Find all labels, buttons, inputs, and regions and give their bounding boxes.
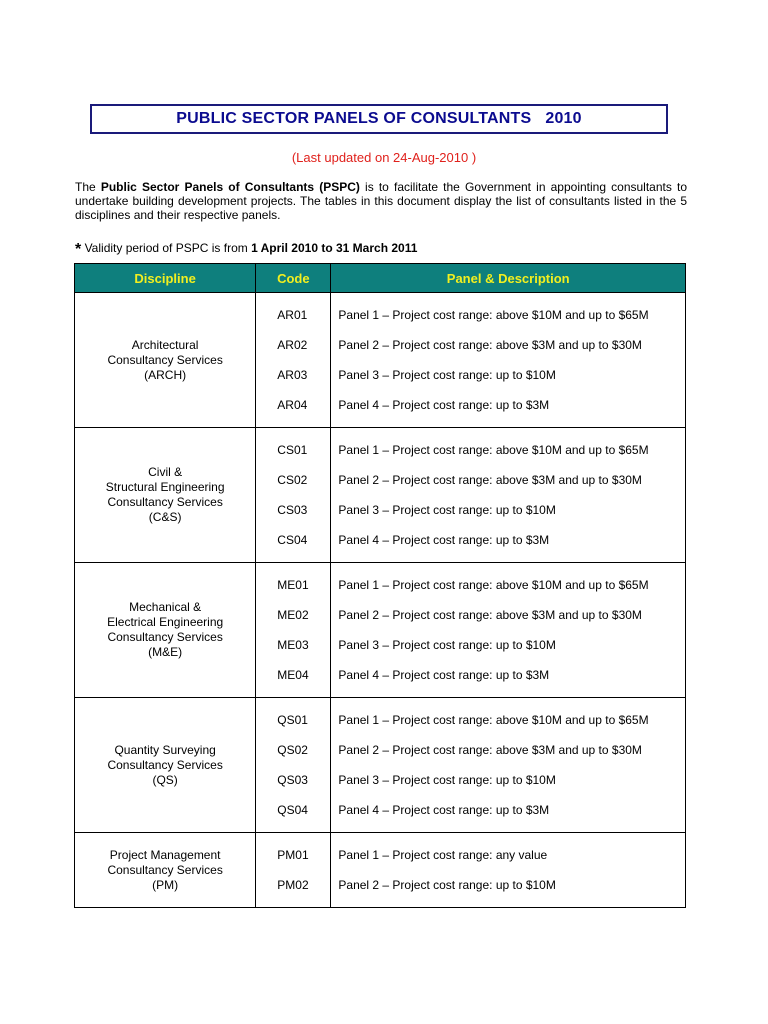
panel-list — [331, 563, 685, 697]
table-row — [75, 293, 686, 428]
panels-table — [74, 263, 686, 908]
intro-bold: Public Sector Panels of Consultants (PSPC) — [100, 180, 360, 194]
panel-code: AR02 — [277, 338, 308, 352]
validity-prefix: Validity period of PSPC is from — [81, 241, 252, 255]
discipline-cell — [75, 293, 256, 428]
panel-description: Panel 1 – Project cost range: any value — [338, 848, 548, 862]
panel-description: Panel 3 – Project cost range: up to $10M — [338, 773, 556, 787]
panel-cell — [331, 563, 686, 698]
panel-code: AR04 — [277, 398, 308, 412]
code-list — [256, 563, 330, 697]
panel-list — [331, 833, 685, 907]
header-code: Code — [256, 264, 331, 293]
panel-description: Panel 1 – Project cost range: above $10M and up to $65M — [338, 308, 649, 322]
discipline-line: Electrical Engineering — [107, 615, 224, 629]
panel-code: AR01 — [277, 308, 308, 322]
discipline-line: (QS) — [152, 772, 178, 787]
validity-note — [75, 240, 417, 258]
panel-description: Panel 2 – Project cost range: above $3M and up to $30M — [338, 743, 642, 757]
table-row — [75, 698, 686, 833]
discipline-line: (M&E) — [148, 645, 183, 659]
asterisk: * — [75, 241, 82, 258]
table-header-row — [75, 264, 686, 293]
discipline-line: (PM) — [152, 877, 179, 892]
code-list — [256, 428, 330, 562]
discipline-line: Consultancy Services — [107, 495, 223, 509]
code-cell — [256, 428, 331, 563]
panel-description: Panel 4 – Project cost range: up to $3M — [338, 668, 550, 682]
panel-description: Panel 4 – Project cost range: up to $3M — [338, 398, 550, 412]
validity-period: 1 April 2010 to 31 March 2011 — [251, 241, 418, 255]
panel-code: CS03 — [277, 503, 308, 517]
panel-description: Panel 2 – Project cost range: above $3M and up to $30M — [338, 473, 642, 487]
panel-code: CS02 — [277, 473, 308, 487]
panel-description: Panel 1 – Project cost range: above $10M and up to $65M — [338, 713, 649, 727]
panel-code: QS03 — [277, 773, 308, 787]
panel-code: PM02 — [277, 878, 309, 892]
code-cell — [256, 563, 331, 698]
panel-cell — [331, 293, 686, 428]
panel-description: Panel 4 – Project cost range: up to $3M — [338, 533, 550, 547]
discipline-line: (ARCH) — [144, 367, 187, 382]
panel-cell — [331, 428, 686, 563]
intro-paragraph — [75, 180, 687, 222]
panel-description: Panel 4 – Project cost range: up to $3M — [338, 803, 550, 817]
code-cell — [256, 293, 331, 428]
intro-suffix: is to facilitate the Government in appointing consultants to undertake building development projects. The tables in this document display the list of consultants listed in the 5 disciplines and their respective panels. — [75, 180, 687, 222]
panel-code: ME03 — [277, 638, 309, 652]
table-row — [75, 563, 686, 698]
discipline-line: Architectural — [131, 337, 199, 352]
panel-list — [331, 428, 685, 562]
header-panel: Panel & Description — [331, 264, 686, 293]
table-row — [75, 428, 686, 563]
discipline-line: Quantity Surveying — [114, 742, 216, 757]
panel-code: CS01 — [277, 443, 308, 457]
table-body — [75, 293, 686, 908]
panel-code: ME02 — [277, 608, 309, 622]
panel-description: Panel 2 – Project cost range: up to $10M — [338, 878, 556, 892]
code-cell — [256, 833, 331, 908]
panel-description: Panel 3 – Project cost range: up to $10M — [338, 503, 556, 517]
intro-prefix: The — [75, 180, 101, 194]
discipline-cell — [75, 698, 256, 833]
panel-cell — [331, 698, 686, 833]
discipline-cell — [75, 563, 256, 698]
panel-description: Panel 1 – Project cost range: above $10M and up to $65M — [338, 443, 649, 457]
header-discipline: Discipline — [75, 264, 256, 293]
discipline-line: Civil & — [148, 465, 183, 479]
panel-code: QS02 — [277, 743, 308, 757]
panel-code: PM01 — [277, 848, 309, 862]
panel-list — [331, 293, 685, 427]
code-list — [256, 293, 330, 427]
discipline-line: (C&S) — [148, 510, 182, 524]
discipline-line: Consultancy Services — [107, 862, 223, 877]
code-cell — [256, 698, 331, 833]
page-title: PUBLIC SECTOR PANELS OF CONSULTANTS 2010 — [90, 104, 668, 134]
panel-list — [331, 698, 685, 832]
discipline-line: Mechanical & — [129, 600, 202, 614]
discipline-cell — [75, 833, 256, 908]
panel-code: ME01 — [277, 578, 309, 592]
panel-description: Panel 3 – Project cost range: up to $10M — [338, 638, 556, 652]
last-updated-note: (Last updated on 24-Aug-2010 ) — [291, 150, 477, 165]
panel-code: ME04 — [277, 668, 309, 682]
panel-code: QS04 — [277, 803, 308, 817]
code-list — [256, 698, 330, 832]
panel-description: Panel 1 – Project cost range: above $10M and up to $65M — [338, 578, 649, 592]
discipline-line: Structural Engineering — [105, 480, 225, 494]
panel-cell — [331, 833, 686, 908]
table-row — [75, 833, 686, 908]
discipline-line: Consultancy Services — [107, 352, 223, 367]
panel-description: Panel 2 – Project cost range: above $3M and up to $30M — [338, 338, 642, 352]
panel-code: CS04 — [277, 533, 308, 547]
code-list — [256, 833, 330, 907]
panel-code: AR03 — [277, 368, 308, 382]
panel-code: QS01 — [277, 713, 308, 727]
discipline-line: Consultancy Services — [107, 757, 223, 772]
discipline-line: Project Management — [109, 847, 221, 862]
panel-description: Panel 3 – Project cost range: up to $10M — [338, 368, 556, 382]
discipline-line: Consultancy Services — [107, 630, 223, 644]
panel-description: Panel 2 – Project cost range: above $3M and up to $30M — [338, 608, 642, 622]
discipline-cell — [75, 428, 256, 563]
